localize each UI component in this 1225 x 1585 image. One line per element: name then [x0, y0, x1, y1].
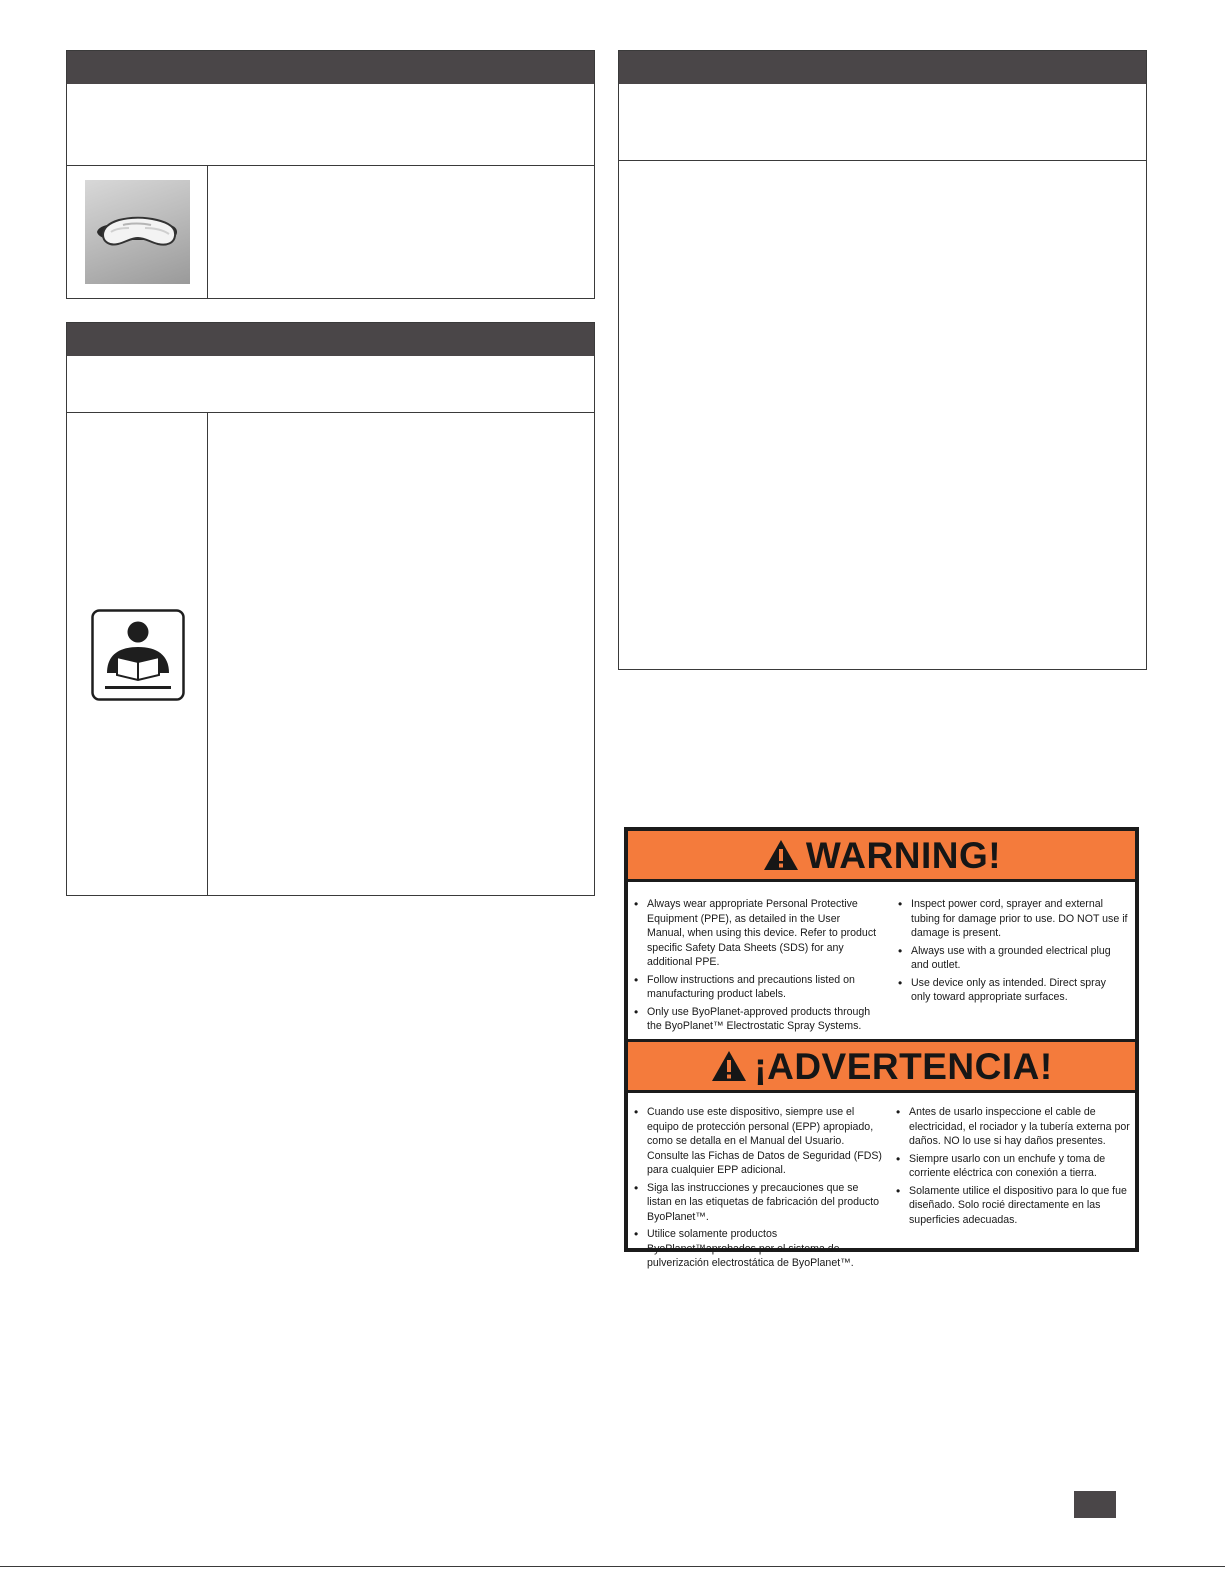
- right-info-box: [618, 50, 1147, 670]
- list-item: • Siempre usarlo con un enchufe y toma de corriente eléctrica con conexión a tierra.: [896, 1152, 1132, 1181]
- eye-protection-row: [67, 165, 594, 298]
- read-manual-header: [67, 323, 594, 356]
- list-item: • Always use with a grounded electrical plug and outlet.: [898, 944, 1128, 973]
- list-item: • Follow instructions and precautions listed on manufacturing product labels.: [634, 973, 879, 1002]
- warning-left-list: [634, 897, 879, 1037]
- exclamation-triangle-icon: [710, 1049, 748, 1083]
- advertencia-right-list: [896, 1105, 1132, 1230]
- right-info-row: [619, 160, 1146, 669]
- warning-label: [624, 827, 1139, 1269]
- column-divider: [207, 413, 208, 895]
- page-number-tab: [1074, 1491, 1116, 1518]
- right-info-header: [619, 51, 1146, 84]
- list-item: • Utilice solamente productos ByoPlanet™aprobados por el sistema de pulverización electrostática de ByoPlanet™.: [634, 1227, 884, 1271]
- eye-protection-header: [67, 51, 594, 84]
- exclamation-triangle-icon: [762, 838, 800, 872]
- list-item: • Siga las instrucciones y precauciones que se listan en las etiquetas de fabricación del producto ByoPlanet™.: [634, 1181, 884, 1225]
- list-item: • Antes de usarlo inspeccione el cable de electricidad, el rociador y la tubería externa por daños. NO lo use si hay daños presentes.: [896, 1105, 1132, 1149]
- list-item: • Only use ByoPlanet-approved products through the ByoPlanet™ Electrostatic Spray Systems.: [634, 1005, 879, 1034]
- column-divider: [207, 166, 208, 298]
- footer-rule: [0, 1566, 1225, 1567]
- advertencia-left-list: [634, 1105, 884, 1274]
- eye-protection-box: [66, 50, 595, 299]
- read-manual-icon: [91, 609, 185, 701]
- list-item: • Inspect power cord, sprayer and external tubing for damage prior to use. DO NOT use if damage is present.: [898, 897, 1128, 941]
- list-item: • Solamente utilice el dispositivo para lo que fue diseñado. Solo rocié directamente en las superficies adecuadas.: [896, 1184, 1132, 1228]
- read-manual-box: [66, 322, 595, 896]
- read-manual-row: [67, 412, 594, 895]
- warning-band: [628, 831, 1135, 882]
- advertencia-band: [628, 1042, 1135, 1093]
- warning-right-list: [898, 897, 1128, 1008]
- list-item: • Always wear appropriate Personal Protective Equipment (PPE), as detailed in the User Manual, when using this device. Refer to product specific Safety Data Sheets (SDS) for any additional PPE.: [634, 897, 879, 970]
- list-item: • Cuando use este dispositivo, siempre use el equipo de protección personal (EPP) apropiado, como se detalla en el Manual del Usuario. Consulte las Fichas de Datos de Seguridad (FDS) para cualquier EPP adicional.: [634, 1105, 884, 1178]
- safety-goggles-icon: [85, 180, 190, 284]
- list-item: • Use device only as intended. Direct spray only toward appropriate surfaces.: [898, 976, 1128, 1005]
- advertencia-title: ¡ADVERTENCIA!: [754, 1045, 1053, 1087]
- warning-title: WARNING!: [805, 834, 1002, 876]
